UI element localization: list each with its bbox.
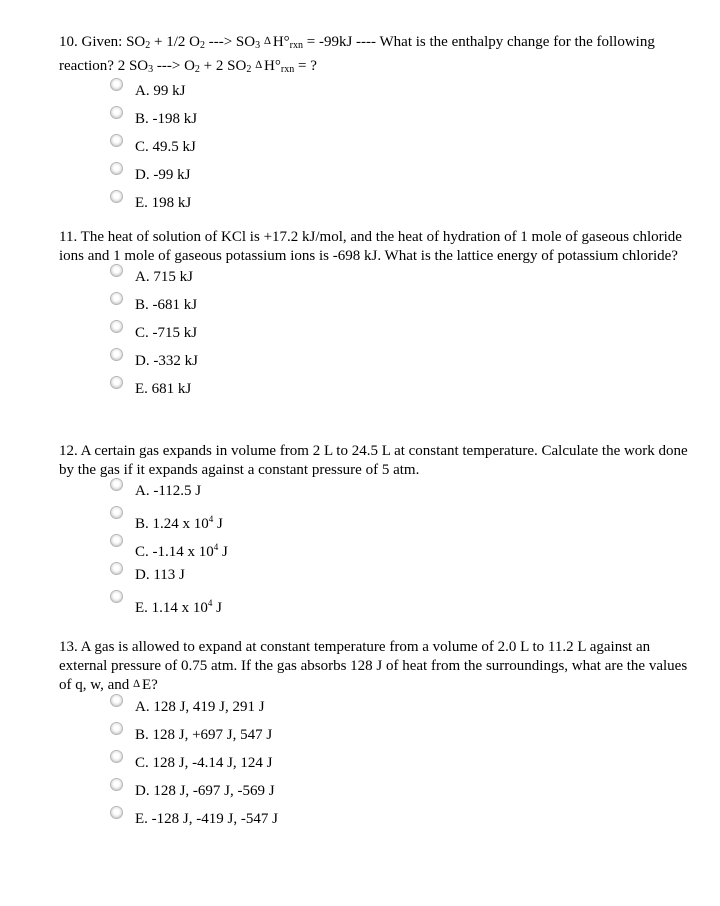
- radio-button[interactable]: [111, 293, 122, 304]
- option-label: D. 128 J, -697 J, -569 J: [135, 782, 275, 799]
- option-label: B. -198 kJ: [135, 111, 198, 127]
- option-e: [59, 194, 699, 222]
- delta-symbol: ∆: [133, 678, 140, 690]
- option-label: D. 113 J: [135, 567, 185, 583]
- radio-button[interactable]: [111, 563, 122, 574]
- option-c: [59, 754, 699, 782]
- option-b: [59, 296, 699, 324]
- option-label: E. 681 kJ: [135, 381, 192, 397]
- question-13-stem: 13. A gas is allowed to expand at constant temperature from a volume of 2.0 L to 11.2 L against an external pressure of 0.75 atm. If the gas absorbs 128 J of heat from the surroundings, what are the values of q, w, and ∆ E?: [59, 639, 688, 693]
- radio-button[interactable]: [111, 723, 122, 734]
- radio-button[interactable]: [111, 135, 122, 146]
- option-d: [59, 166, 699, 194]
- option-label: B. -681 kJ: [135, 297, 198, 313]
- delta-symbol: ∆: [264, 35, 271, 47]
- radio-button[interactable]: [111, 349, 122, 360]
- option-a: [59, 82, 699, 110]
- radio-button[interactable]: [111, 507, 122, 518]
- question-12-stem: 12. A certain gas expands in volume from 2 L to 24.5 L at constant temperature. Calculate the work done by the gas if it expands against a constant pressure of 5 atm.: [59, 443, 688, 478]
- option-b: [59, 726, 699, 754]
- question-11-stem: 11. The heat of solution of KCl is +17.2 kJ/mol, and the heat of hydration of 1 mole of gaseous chloride ions and 1 mole of gaseous potassium ions is -698 kJ. What is the lattice energy of potassium chloride?: [59, 229, 682, 264]
- option-e: [59, 380, 699, 408]
- answer-options: [59, 482, 699, 622]
- radio-button[interactable]: [111, 79, 122, 90]
- option-label: E. 198 kJ: [135, 195, 192, 211]
- option-d: [59, 782, 699, 810]
- radio-button[interactable]: [111, 377, 122, 388]
- option-e: [59, 594, 699, 622]
- option-label: E. 1.14 x $10^4$ J: [135, 598, 223, 616]
- radio-button[interactable]: [111, 779, 122, 790]
- radio-button[interactable]: [111, 535, 122, 546]
- radio-button[interactable]: [111, 751, 122, 762]
- radio-button[interactable]: [111, 695, 122, 706]
- radio-button[interactable]: [111, 807, 122, 818]
- option-label: C. 49.5 kJ: [135, 139, 196, 155]
- option-e: [59, 810, 699, 838]
- option-label: D. -332 kJ: [135, 353, 198, 369]
- option-label: E. -128 J, -419 J, -547 J: [135, 810, 278, 827]
- answer-options: [59, 268, 699, 408]
- option-b: [59, 510, 699, 538]
- option-label: D. -99 kJ: [135, 167, 191, 183]
- option-label: A. 99 kJ: [135, 83, 186, 99]
- option-c: [59, 538, 699, 566]
- option-label: C. 128 J, -4.14 J, 124 J: [135, 754, 273, 771]
- option-d: [59, 352, 699, 380]
- option-label: A. 715 kJ: [135, 269, 193, 285]
- question-11: [59, 228, 699, 408]
- answer-options: [59, 82, 699, 222]
- question-13: [59, 638, 699, 838]
- radio-button[interactable]: [111, 479, 122, 490]
- radio-button[interactable]: [111, 107, 122, 118]
- radio-button[interactable]: [111, 591, 122, 602]
- option-label: A. 128 J, 419 J, 291 J: [135, 698, 265, 715]
- radio-button[interactable]: [111, 163, 122, 174]
- radio-button[interactable]: [111, 321, 122, 332]
- option-c: [59, 138, 699, 166]
- question-12: [59, 442, 699, 622]
- option-a: [59, 268, 699, 296]
- option-label: C. -715 kJ: [135, 325, 198, 341]
- option-d: [59, 566, 699, 594]
- radio-button[interactable]: [111, 191, 122, 202]
- option-c: [59, 324, 699, 352]
- answer-options: [59, 698, 699, 838]
- option-label: C. -1.14 x $10^4$ J: [135, 542, 228, 560]
- option-b: [59, 110, 699, 138]
- option-label: A. -112.5 J: [135, 483, 202, 499]
- question-10-stem: 10. Given: $SO_2 + 1/2$ $O_2$ ---> $SO_3$ ∆ $H^\circ_{rxn} = -99kJ$ ---- What is the enthalpy change for the following reaction? 2 $SO_3$ ---> $O_2 + 2$ $SO_2$ ∆ $H^\circ_{rxn}$ = ?: [59, 34, 655, 75]
- radio-button[interactable]: [111, 265, 122, 276]
- option-a: [59, 482, 699, 510]
- option-label: B. 128 J, +697 J, 547 J: [135, 726, 273, 743]
- option-label: B. 1.24 x $10^4$ J: [135, 514, 223, 532]
- option-a: [59, 698, 699, 726]
- question-10: [59, 32, 699, 222]
- delta-symbol: ∆: [255, 58, 263, 71]
